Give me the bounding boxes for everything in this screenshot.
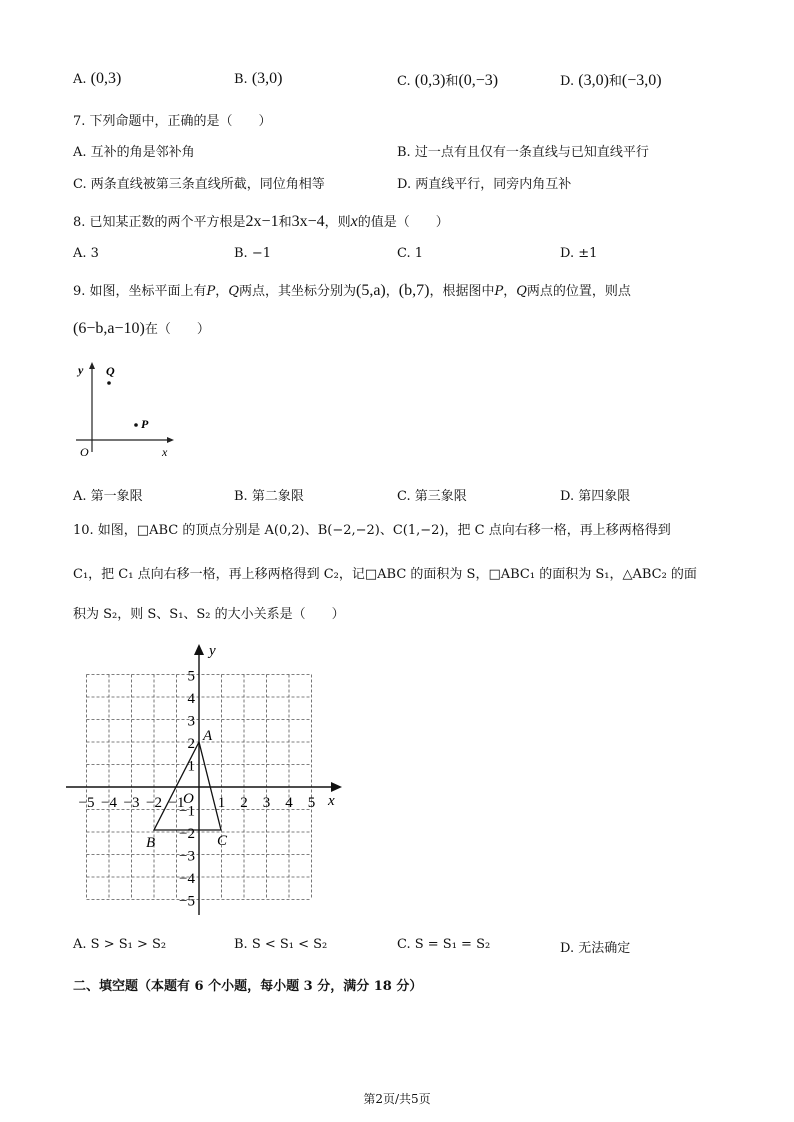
y-tick-label: 3 (187, 713, 195, 730)
q10-grid-figure (66, 640, 356, 925)
q7-option-a: A. 互补的角是邻补角 (73, 145, 195, 160)
q6-option-a (73, 70, 121, 88)
q9-text: 在（ ） (144, 322, 210, 337)
q9-math: (5,a) (356, 282, 386, 299)
q10-vertex-a: A (203, 728, 213, 744)
q8-var: x (350, 213, 358, 230)
option-label: D. (560, 74, 575, 89)
q9-var: Q (228, 284, 239, 299)
q9-text: 两点，其坐标分别为 (238, 284, 356, 299)
q9-option-d: D. 第四象限 (560, 489, 631, 504)
y-tick-label: −3 (179, 848, 195, 865)
q9-math: (6−b,a−10) (73, 320, 145, 337)
x-tick-label: 4 (285, 795, 293, 811)
q8-expr: 2x−1 (245, 213, 279, 230)
x-tick-label: −1 (168, 795, 185, 811)
y-tick-label: −1 (179, 803, 195, 820)
q10-option-d: D. 无法确定 (560, 941, 631, 956)
q9-origin-label: O (80, 445, 89, 459)
q9-text: 两点的位置，则点 (526, 284, 631, 299)
q7-option-c: C. 两条直线被第三条直线所截，同位角相等 (73, 177, 325, 192)
option-label: B. (234, 72, 248, 87)
q9-q-label: Q (106, 364, 115, 378)
q10-y-label: y (209, 643, 216, 659)
option-label: A. (73, 72, 87, 87)
y-tick-label: 2 (187, 736, 195, 752)
y-tick-label: 5 (187, 668, 195, 685)
q10-y-ticks (179, 669, 195, 910)
q9-x-arrow (167, 437, 174, 443)
q10-line2: C₁，把 C₁ 点向右移一格，再上移两格得到 C₂，记□ABC 的面积为 S，□ABC₁ 的面积为 S₁，△ABC₂ 的面 (73, 567, 697, 582)
x-tick-label: 1 (217, 795, 226, 811)
q10-vertex-c: C (217, 833, 228, 849)
q10-x-ticks (79, 795, 316, 811)
q7-option-b: B. 过一点有且仅有一条直线与已知直线平行 (397, 145, 649, 160)
q9-point-p (134, 423, 138, 427)
q8-option-d: D. ±1 (560, 246, 598, 261)
q8-option-a: A. 3 (73, 246, 99, 261)
q9-math: (b,7) (398, 282, 430, 299)
q6-option-b (234, 70, 282, 88)
x-tick-label: 5 (307, 795, 316, 811)
option-math: (0,3) (90, 70, 122, 87)
q6-option-d (560, 70, 662, 90)
q10-x-label: x (328, 793, 335, 809)
q9-y-arrow (89, 362, 95, 369)
option-math: (3,0) (251, 70, 283, 87)
y-tick-label: −4 (179, 871, 195, 887)
q8-option-c: C. 1 (397, 246, 424, 261)
q8-conj: 和 (278, 215, 292, 230)
q9-text: ， (385, 284, 399, 299)
q8-stem (73, 211, 449, 231)
option-label: C. (397, 74, 411, 89)
q10-y-arrow (194, 644, 204, 655)
q10-origin-label: O (183, 791, 194, 807)
q9-x-label: x (162, 445, 168, 459)
q9-text: ， (503, 284, 517, 299)
x-tick-label: 3 (262, 795, 271, 811)
q8-option-b: B. −1 (234, 246, 271, 261)
x-tick-label: −4 (101, 795, 117, 811)
q9-text: 9. 如图，坐标平面上有 (73, 284, 207, 299)
option-conj: 和 (608, 74, 622, 89)
q9-text: ，根据图中 (429, 284, 495, 299)
q9-figure (70, 360, 190, 460)
q9-p-label: P (141, 417, 149, 431)
q10-option-a: A. S > S₁ > S₂ (73, 937, 167, 952)
q9-text: ， (215, 284, 229, 299)
q6-option-c (397, 70, 498, 90)
q10-line1: 10. 如图，□ABC 的顶点分别是 A(0,2)、B(−2,−2)、C(1,−2)，把 C 点向右移一格，再上移两格得到 (73, 523, 671, 538)
q8-expr: 3x−4 (291, 213, 325, 230)
page-footer: 第2页/共5页 (363, 1092, 431, 1106)
option-math: (0,3) (414, 72, 446, 89)
q10-vertex-b: B (146, 835, 156, 851)
q7-option-d: D. 两直线平行，同旁内角互补 (397, 177, 572, 192)
section-2-heading: 二、填空题（本题有 6 个小题，每小题 3 分，满分 18 分） (73, 979, 423, 994)
q9-y-label: y (78, 363, 84, 377)
x-tick-label: −2 (146, 795, 162, 811)
q9-line2 (73, 318, 210, 338)
x-tick-label: −5 (78, 795, 95, 811)
q9-option-b: B. 第二象限 (234, 489, 304, 504)
q10-option-c: C. S = S₁ = S₂ (397, 937, 491, 952)
q9-line1 (73, 280, 631, 300)
q9-point-q (107, 381, 111, 385)
option-math: (−3,0) (621, 72, 662, 89)
q10-option-b: B. S < S₁ < S₂ (234, 937, 328, 952)
option-math: (0,−3) (458, 72, 499, 89)
q8-stem-text: ，则 (324, 215, 351, 230)
q9-option-a: A. 第一象限 (73, 489, 143, 504)
y-tick-label: −5 (179, 893, 195, 910)
q9-var: P (206, 284, 216, 299)
option-conj: 和 (445, 74, 459, 89)
q10-line3: 积为 S₂，则 S、S₁、S₂ 的大小关系是（ ） (73, 607, 345, 622)
q9-var: P (494, 284, 504, 299)
q8-stem-text: 8. 已知某正数的两个平方根是 (73, 215, 246, 230)
q9-option-c: C. 第三象限 (397, 489, 467, 504)
option-math: (3,0) (578, 72, 609, 89)
x-tick-label: −3 (123, 795, 140, 811)
y-tick-label: 4 (187, 691, 195, 707)
q7-stem: 7. 下列命题中，正确的是（ ） (73, 114, 272, 129)
y-tick-label: −2 (179, 826, 195, 842)
q9-var: Q (516, 284, 527, 299)
q10-x-arrow (331, 782, 342, 792)
x-tick-label: 2 (240, 795, 248, 811)
y-tick-label: 1 (187, 758, 195, 775)
q8-stem-text: 的值是（ ） (357, 215, 449, 230)
